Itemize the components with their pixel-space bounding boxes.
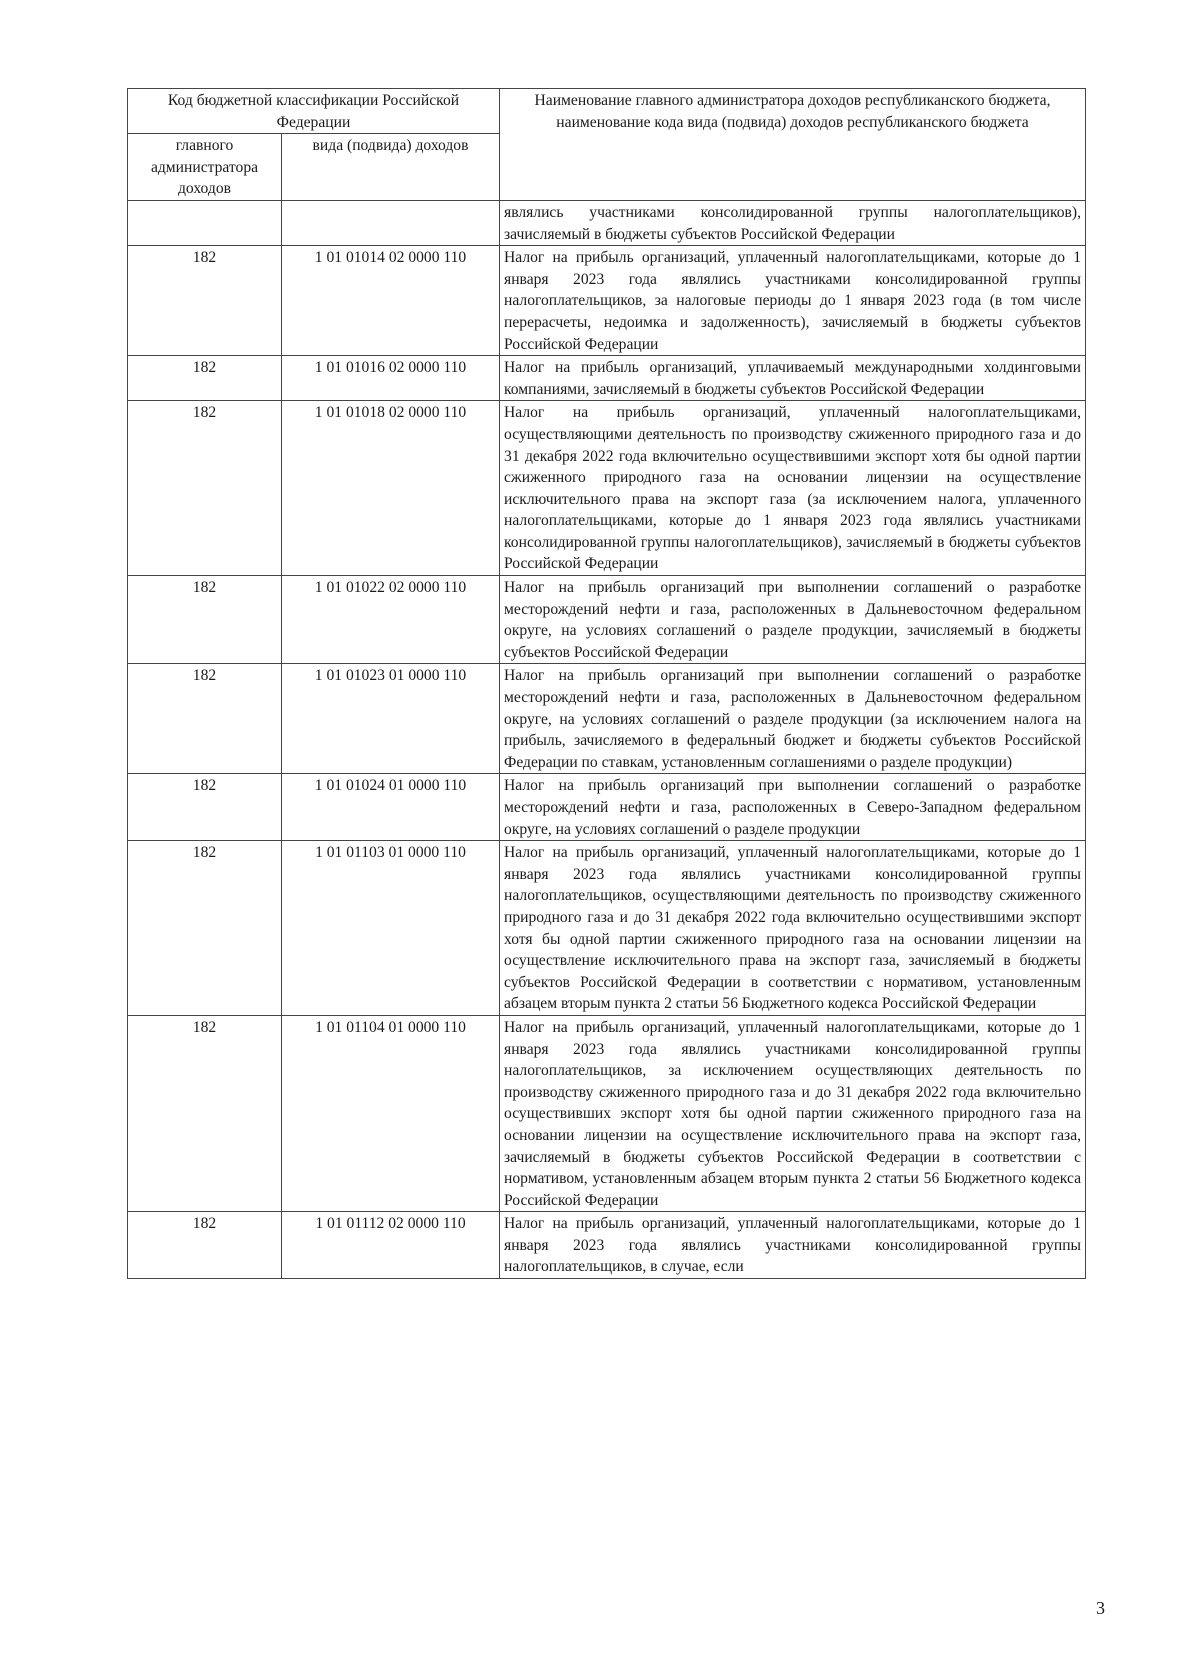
admin-code-cell: 182	[128, 841, 282, 1016]
admin-code-cell	[128, 200, 282, 245]
revenue-code-cell: 1 01 01112 02 0000 110	[282, 1212, 500, 1279]
admin-code-cell: 182	[128, 1015, 282, 1211]
revenue-code-cell: 1 01 01024 01 0000 110	[282, 774, 500, 841]
revenue-name-cell: Налог на прибыль организаций, уплаченный налогоплательщиками, которые до 1 января 2023 года являлись участниками консолидированной группы налогоплательщиков, осуществляющими деятельность по производству сжиженного природного газа и до 31 декабря 2022 года включительно осуществившими экспорт хотя бы одной партии сжиженного природного газа на основании лицензии на осуществление исключительного права на экспорт газа, зачисляемый в бюджеты субъектов Российской Федерации в соответствии с нормативом, установленным абзацем вторым пункта 2 статьи 56 Бюджетного кодекса Российской Федерации	[500, 841, 1086, 1016]
table-row	[128, 1015, 1086, 1211]
admin-code-cell: 182	[128, 246, 282, 356]
revenue-name-cell: являлись участниками консолидированной группы налогоплательщиков), зачисляемый в бюджеты субъектов Российской Федерации	[500, 200, 1086, 245]
revenue-code-cell	[282, 200, 500, 245]
name-column-header: Наименование главного администратора доходов республиканского бюджета, наименование кода вида (подвида) доходов республиканского бюджета	[500, 89, 1086, 201]
revenue-code-cell: 1 01 01103 01 0000 110	[282, 841, 500, 1016]
revenue-code-cell: 1 01 01014 02 0000 110	[282, 246, 500, 356]
table-row	[128, 774, 1086, 841]
revenue-name-cell: Налог на прибыль организаций при выполнении соглашений о разработке месторождений нефти и газа, расположенных в Дальневосточном федеральном округе, на условиях соглашений о разделе продукции, зачисляемый в бюджеты субъектов Российской Федерации	[500, 576, 1086, 664]
revenue-name-cell: Налог на прибыль организаций, уплаченный налогоплательщиками, которые до 1 января 2023 года являлись участниками консолидированной группы налогоплательщиков, за налоговые периоды до 1 января 2023 года (в том числе перерасчеты, недоимка и задолженность), зачисляемый в бюджеты субъектов Российской Федерации	[500, 246, 1086, 356]
admin-code-cell: 182	[128, 356, 282, 401]
revenue-code-cell: 1 01 01018 02 0000 110	[282, 401, 500, 576]
revenue-name-cell: Налог на прибыль организаций, уплаченный налогоплательщиками, которые до 1 января 2023 года являлись участниками консолидированной группы налогоплательщиков, за исключением осуществляющих деятельность по производству сжиженного природного газа и до 31 декабря 2022 года включительно осуществивших экспорт хотя бы одной партии сжиженного природного газа на основании лицензии на осуществление исключительного права на экспорт газа, зачисляемый в бюджеты субъектов Российской Федерации в соответствии с нормативом, установленным абзацем вторым пункта 2 статьи 56 Бюджетного кодекса Российской Федерации	[500, 1015, 1086, 1211]
table-row	[128, 200, 1086, 245]
revenue-name-cell: Налог на прибыль организаций при выполнении соглашений о разработке месторождений нефти и газа, расположенных в Дальневосточном федеральном округе, на условиях соглашений о разделе продукции (за исключением налога на прибыль, зачисляемого в федеральный бюджет и бюджеты субъектов Российской Федерации по ставкам, установленным соглашениями о разделе продукции)	[500, 664, 1086, 774]
admin-code-cell: 182	[128, 1212, 282, 1279]
revenue-code-cell: 1 01 01023 01 0000 110	[282, 664, 500, 774]
code-column-header: вида (подвида) доходов	[282, 134, 500, 201]
revenue-name-cell: Налог на прибыль организаций, уплаченный налогоплательщиками, осуществляющими деятельность по производству сжиженного природного газа и до 31 декабря 2022 года включительно осуществившими экспорт хотя бы одной партии сжиженного природного газа на основании лицензии на осуществление исключительного права на экспорт газа (за исключением налога, уплаченного налогоплательщиками, которые до 1 января 2023 года являлись участниками консолидированной группы налогоплательщиков), зачисляемый в бюджеты субъектов Российской Федерации	[500, 401, 1086, 576]
revenue-code-cell: 1 01 01104 01 0000 110	[282, 1015, 500, 1211]
revenue-name-cell: Налог на прибыль организаций при выполнении соглашений о разработке месторождений нефти и газа, расположенных в Северо-Западном федеральном округе, на условиях соглашений о разделе продукции	[500, 774, 1086, 841]
budget-classification-table	[127, 88, 1086, 1279]
admin-code-cell: 182	[128, 401, 282, 576]
revenue-code-cell: 1 01 01022 02 0000 110	[282, 576, 500, 664]
revenue-name-cell: Налог на прибыль организаций, уплачиваемый международными холдинговыми компаниями, зачисляемый в бюджеты субъектов Российской Федерации	[500, 356, 1086, 401]
page-number: 3	[1096, 1598, 1105, 1618]
table-row	[128, 841, 1086, 1016]
table-row	[128, 356, 1086, 401]
admin-code-cell: 182	[128, 664, 282, 774]
admin-code-cell: 182	[128, 774, 282, 841]
table-row	[128, 246, 1086, 356]
admin-code-cell: 182	[128, 576, 282, 664]
table-row	[128, 576, 1086, 664]
table-header-row	[128, 89, 1086, 134]
revenue-code-cell: 1 01 01016 02 0000 110	[282, 356, 500, 401]
admin-column-header: главного администратора доходов	[128, 134, 282, 201]
revenue-name-cell: Налог на прибыль организаций, уплаченный налогоплательщиками, которые до 1 января 2023 года являлись участниками консолидированной группы налогоплательщиков, в случае, если	[500, 1212, 1086, 1279]
table-row	[128, 664, 1086, 774]
table-row	[128, 1212, 1086, 1279]
table-row	[128, 401, 1086, 576]
kbk-group-header: Код бюджетной классификации Российской Федерации	[128, 89, 500, 134]
